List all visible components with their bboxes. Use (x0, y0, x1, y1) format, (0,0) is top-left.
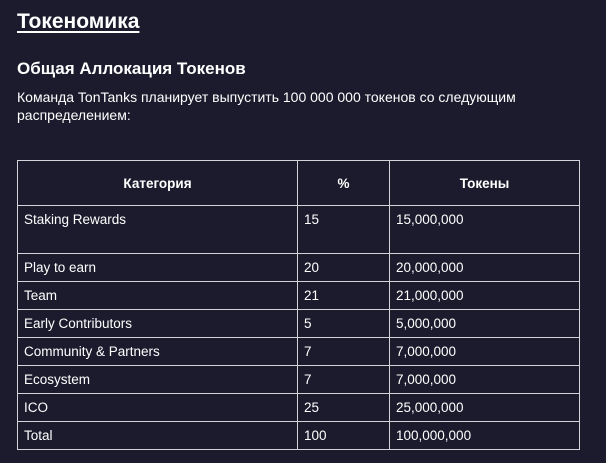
category-cell: Total (18, 422, 298, 450)
percent-cell: 7 (298, 366, 390, 394)
intro-text: Команда TonTanks планирует выпустить 100 000 000 токенов со следующим распределением: (17, 89, 516, 123)
percent-cell: 5 (298, 310, 390, 338)
allocation-table (17, 160, 580, 450)
percent-cell: 15 (298, 206, 390, 254)
category-cell: Ecosystem (18, 366, 298, 394)
percent-cell: 100 (298, 422, 390, 450)
tokens-cell: 7,000,000 (390, 366, 580, 394)
category-cell: Play to earn (18, 254, 298, 282)
tokens-cell: 100,000,000 (390, 422, 580, 450)
column-header-category: Категория (18, 161, 298, 206)
table-row (18, 282, 580, 310)
table-row (18, 310, 580, 338)
tokens-cell: 5,000,000 (390, 310, 580, 338)
percent-cell: 25 (298, 394, 390, 422)
column-header-tokens: Токены (390, 161, 580, 206)
table-row (18, 366, 580, 394)
percent-cell: 21 (298, 282, 390, 310)
page-title[interactable]: Токеномика (17, 10, 140, 33)
tokens-cell: 20,000,000 (390, 254, 580, 282)
table-row (18, 394, 580, 422)
tokens-cell: 15,000,000 (390, 206, 580, 254)
category-cell: Staking Rewards (18, 206, 298, 254)
percent-cell: 20 (298, 254, 390, 282)
table-row (18, 338, 580, 366)
category-cell: ICO (18, 394, 298, 422)
table-row (18, 254, 580, 282)
tokens-cell: 7,000,000 (390, 338, 580, 366)
category-cell: Early Contributors (18, 310, 298, 338)
section-title: Общая Аллокация Токенов (17, 59, 246, 78)
table-row-total (18, 422, 580, 450)
table-header-row (18, 161, 580, 206)
tokens-cell: 21,000,000 (390, 282, 580, 310)
column-header-percent: % (298, 161, 390, 206)
tokens-cell: 25,000,000 (390, 394, 580, 422)
category-cell: Community & Partners (18, 338, 298, 366)
category-cell: Team (18, 282, 298, 310)
table-row (18, 206, 580, 254)
percent-cell: 7 (298, 338, 390, 366)
